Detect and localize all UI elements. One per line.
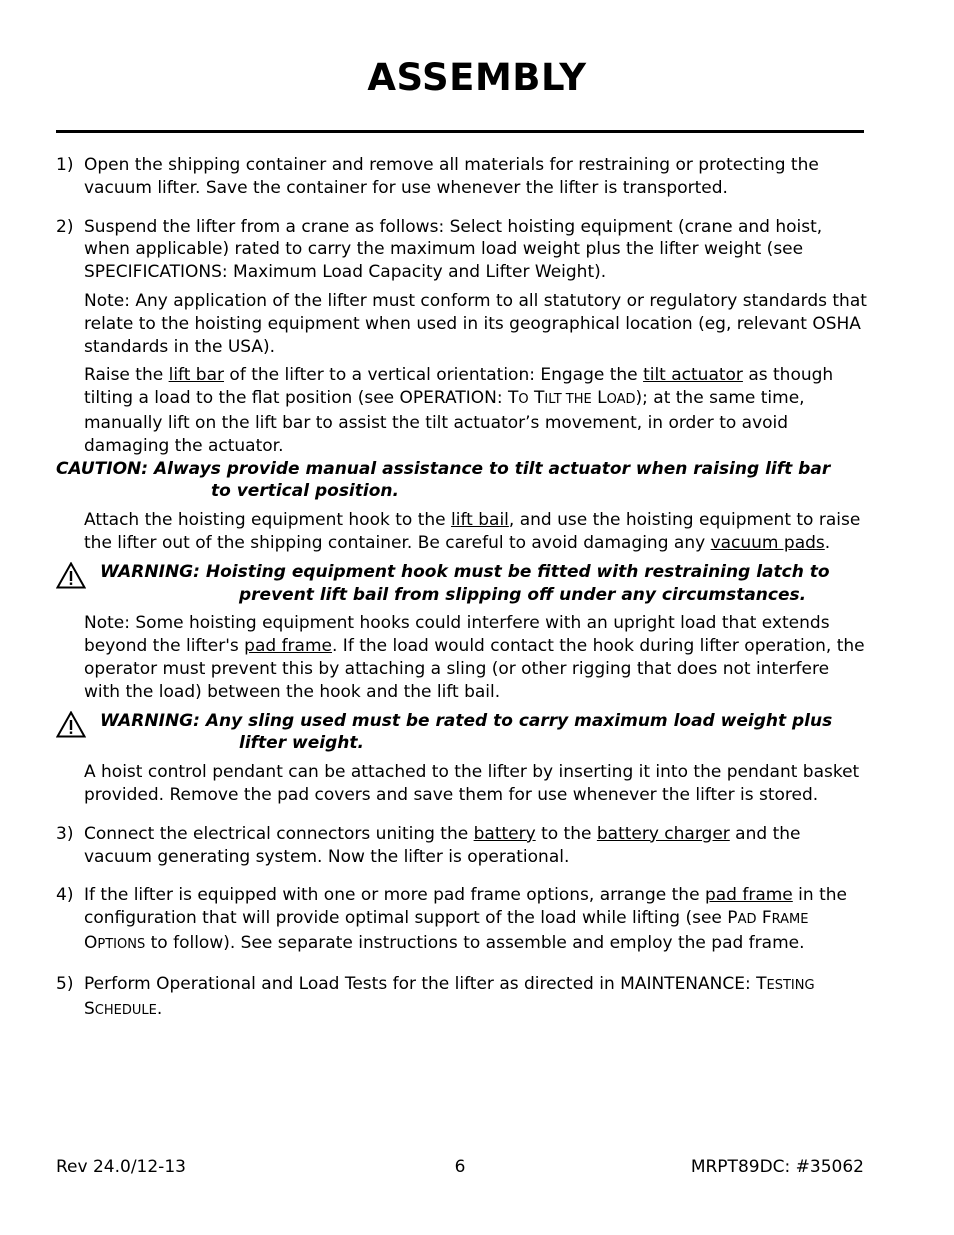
pendant-paragraph: A hoist control pendant can be attached to the lifter by inserting it into the pendant basket provided. Remove the pad covers and save them for use whenever the lifter is stored. [84,762,860,805]
lift-bail-term: lift bail [451,510,509,531]
step-text: Open the shipping container and remove all materials for restraining or protecting the vacuum lifter. Save the container for use whenever the lifter is transported. [84,155,819,198]
step-text: Suspend the lifter from a crane as follows: Select hoisting equipment (crane and hoist, when applicable) rated to carry the maximum load weight plus the lifter weight (see SPECIFICATIONS: Maximum Load Capacity and Lifter Weight). [84,216,823,283]
section-reference: TO TILT THE LOAD [507,388,636,409]
warning-notice-latch [56,561,868,607]
step-3 [56,823,868,869]
step-number: 5) [56,973,74,994]
warning-triangle-icon [56,711,86,742]
battery-charger-term: battery charger [596,823,730,844]
step-5 [56,973,868,1023]
page-number: 6 [454,1157,466,1177]
text: Raise the [84,365,169,386]
text: as though tilting a load to the flat position (see OPERATION: [84,365,834,409]
step-text: Perform Operational and Load Tests for the lifter as directed in MAINTENANCE: TESTING SCHEDULE. [84,973,815,1019]
pad-frame-term: pad frame [704,885,793,906]
note-regulations: Note: Any application of the lifter must conform to all statutory or regulatory standards that relate to the hoisting equipment when used in its geographical location (eg, relevant OSHA standards in the USA). [84,290,867,357]
document-id: MRPT89DC: #35062 [690,1157,864,1177]
lift-bar-term: lift bar [168,365,225,386]
warning-line-1: WARNING: Hoisting equipment hook must be fitted with restraining latch to [100,561,830,582]
step-4 [56,884,868,956]
battery-term: battery [473,823,536,844]
tilt-actuator-term: tilt actuator [643,365,743,386]
note-hook-interference: Note: Some hoisting equipment hooks could interfere with an upright load that extends beyond the lifter's pad frame. If the load would contact the hook during lifter operation, the operator must prevent this by attaching a sling (or other rigging that does not interfere with the load) between the hook and the lift bail. [84,613,865,702]
step-1 [56,154,868,200]
warning-triangle-icon [56,562,86,593]
caution-notice [56,458,868,504]
step-number: 4) [56,885,74,906]
text: ); at the same time, manually lift on the lift bar to assist the tilt actuator’s movement, in order to avoid damaging the actuator. [84,388,805,456]
section-reference: PAD FRAME OPTIONS [84,908,809,953]
caution-line-2: to vertical position. [211,481,399,502]
warning-line-1: WARNING: Any sling used must be rated to carry maximum load weight plus [100,710,833,731]
step-2 [56,216,868,284]
vacuum-pads-term: vacuum pads [710,532,825,553]
pad-frame-term: pad frame [244,636,332,657]
warning-line-2: lifter weight. [239,733,364,754]
revision-label: Rev 24.0/12-13 [56,1157,186,1177]
title-rule [56,130,864,133]
step-number: 2) [56,216,74,237]
caution-line-1: CAUTION: Always provide manual assistance to tilt actuator when raising lift bar [56,458,831,479]
step-text: Connect the electrical connectors uniting the battery to the battery charger and the vacuum generating system. Now the lifter is operational. [84,823,801,867]
text: of the lifter to a vertical orientation: Engage the [224,365,644,386]
step-text: If the lifter is equipped with one or more pad frame options, arrange the pad frame in the configuration that will provide optimal support of the load while lifting (see PAD FRAME OPTIONS to follow). See separate instructions to assemble and employ the pad frame. [84,885,847,953]
section-reference: TESTING SCHEDULE [84,973,815,1019]
raise-lift-bar-paragraph [84,364,868,457]
document-body [56,154,868,1022]
warning-text [100,561,868,607]
page-title: ASSEMBLY [367,56,587,99]
warning-text [100,710,868,756]
step-number: 3) [56,823,74,844]
warning-notice-sling [56,710,868,756]
attach-hook-paragraph: Attach the hoisting equipment hook to the lift bail, and use the hoisting equipment to raise the lifter out of the shipping container. Be careful to avoid damaging any vacuum pads. [84,510,861,553]
warning-line-2: prevent lift bail from slipping off under any circumstances. [239,584,807,605]
step-number: 1) [56,155,74,175]
